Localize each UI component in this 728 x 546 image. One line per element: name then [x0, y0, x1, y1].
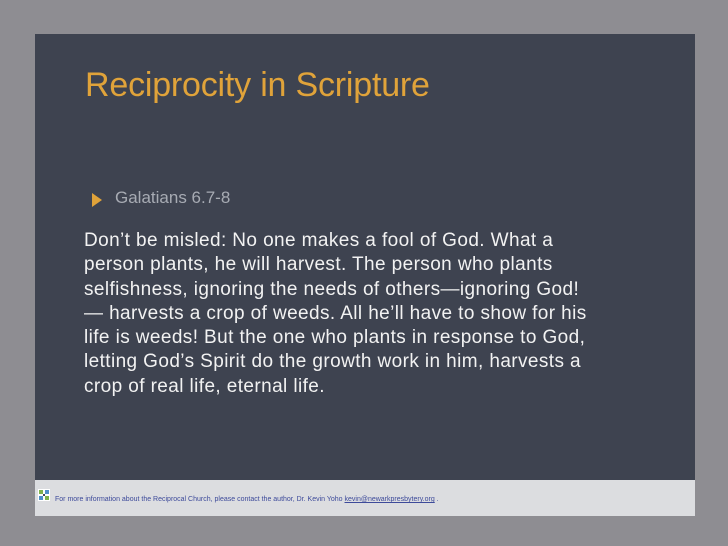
quote-line: Don’t be misled: No one makes a fool of God. What a [84, 230, 554, 251]
quote-line: — harvests a crop of weeds. All he’ll have to show for his [84, 302, 587, 324]
triangle-bullet-icon [92, 193, 102, 207]
footer-text: For more information about the Reciprocal Church, please contact the author, Dr. Kevin Yoho [55, 496, 345, 503]
quote-line: selfishness, ignoring the needs of others—ignoring God! [84, 278, 580, 300]
footer-bar [35, 480, 695, 516]
author-email-link[interactable]: kevin@newarkpresbytery.org [344, 496, 435, 503]
church-logo-icon [38, 489, 50, 501]
quote-line: crop of real life, eternal life. [84, 375, 325, 397]
footer-suffix: . [434, 496, 439, 503]
bullet-reference: Galatians 6.7-8 [115, 188, 231, 207]
footer-note [55, 496, 439, 503]
scripture-quote [84, 229, 664, 399]
quote-line: life is weeds! But the one who plants in response to God, [84, 327, 586, 349]
slide-title: Reciprocity in Scripture [85, 66, 430, 104]
quote-line: person plants, he will harvest. The person who plants [84, 254, 553, 276]
quote-line: letting God’s Spirit do the growth work in him, harvests a [84, 351, 582, 373]
